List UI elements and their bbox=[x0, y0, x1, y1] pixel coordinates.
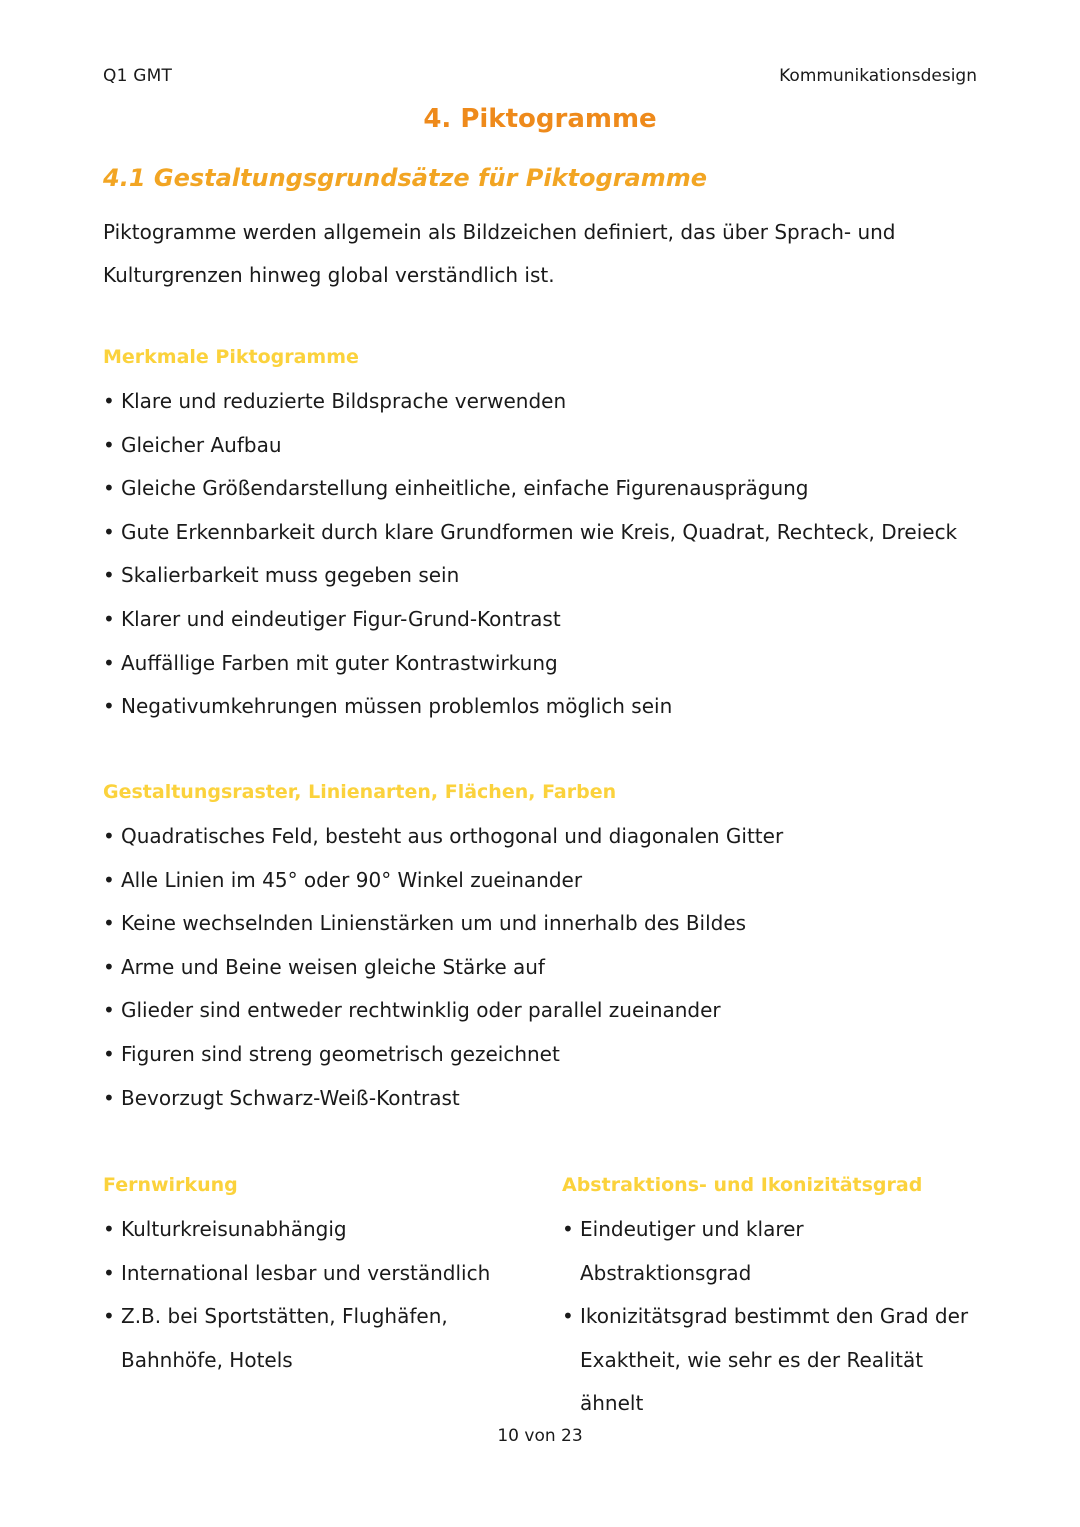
list-item: • Auffällige Farben mit guter Kontrastwirkung bbox=[103, 642, 983, 686]
list-item: • Alle Linien im 45° oder 90° Winkel zueinander bbox=[103, 859, 983, 903]
abstraktion-heading: Abstraktions- und Ikonizitätsgrad bbox=[562, 1174, 923, 1196]
list-item: • Gute Erkennbarkeit durch klare Grundformen wie Kreis, Quadrat, Rechteck, Dreieck bbox=[103, 511, 983, 555]
page-number: 10 von 23 bbox=[497, 1426, 583, 1446]
raster-list bbox=[103, 815, 983, 1120]
fernwirkung-list bbox=[103, 1208, 503, 1382]
list-item: • Gleicher Aufbau bbox=[103, 424, 983, 468]
list-item: • Bevorzugt Schwarz-Weiß-Kontrast bbox=[103, 1077, 983, 1121]
merkmale-list bbox=[103, 380, 983, 729]
list-item: • Keine wechselnden Linienstärken um und innerhalb des Bildes bbox=[103, 902, 983, 946]
list-item: • Klare und reduzierte Bildsprache verwenden bbox=[103, 380, 983, 424]
list-item: • Z.B. bei Sportstätten, Flughäfen, Bahnhöfe, Hotels bbox=[103, 1295, 503, 1382]
raster-heading: Gestaltungsraster, Linienarten, Flächen, Farben bbox=[103, 781, 617, 803]
page-title: 4. Piktogramme bbox=[423, 104, 657, 134]
abstraktion-list bbox=[562, 1208, 980, 1426]
list-item: • Glieder sind entweder rechtwinklig oder parallel zueinander bbox=[103, 989, 983, 1033]
merkmale-heading: Merkmale Piktogramme bbox=[103, 346, 359, 368]
header-course: Q1 GMT bbox=[103, 66, 173, 86]
fernwirkung-heading: Fernwirkung bbox=[103, 1174, 238, 1196]
list-item: • Negativumkehrungen müssen problemlos möglich sein bbox=[103, 685, 983, 729]
section-subtitle: 4.1 Gestaltungsgrundsätze für Piktogramme bbox=[103, 164, 708, 192]
intro-line: Kulturgrenzen hinweg global verständlich ist. bbox=[103, 263, 555, 287]
intro-paragraph bbox=[103, 211, 983, 297]
list-item: • Figuren sind streng geometrisch gezeichnet bbox=[103, 1033, 983, 1077]
list-item: • Skalierbarkeit muss gegeben sein bbox=[103, 554, 983, 598]
list-item: • Gleiche Größendarstellung einheitliche, einfache Figurenausprägung bbox=[103, 467, 983, 511]
list-item: • Kulturkreisunabhängig bbox=[103, 1208, 503, 1252]
list-item: • Quadratisches Feld, besteht aus orthogonal und diagonalen Gitter bbox=[103, 815, 983, 859]
header-subject: Kommunikationsdesign bbox=[779, 66, 977, 86]
intro-line: Piktogramme werden allgemein als Bildzeichen definiert, das über Sprach- und bbox=[103, 220, 896, 244]
list-item: • International lesbar und verständlich bbox=[103, 1252, 503, 1296]
list-item: • Klarer und eindeutiger Figur-Grund-Kontrast bbox=[103, 598, 983, 642]
list-item: • Eindeutiger und klarer Abstraktionsgrad bbox=[562, 1208, 980, 1295]
list-item: • Arme und Beine weisen gleiche Stärke auf bbox=[103, 946, 983, 990]
list-item: • Ikonizitätsgrad bestimmt den Grad der Exaktheit, wie sehr es der Realität ähnelt bbox=[562, 1295, 980, 1426]
